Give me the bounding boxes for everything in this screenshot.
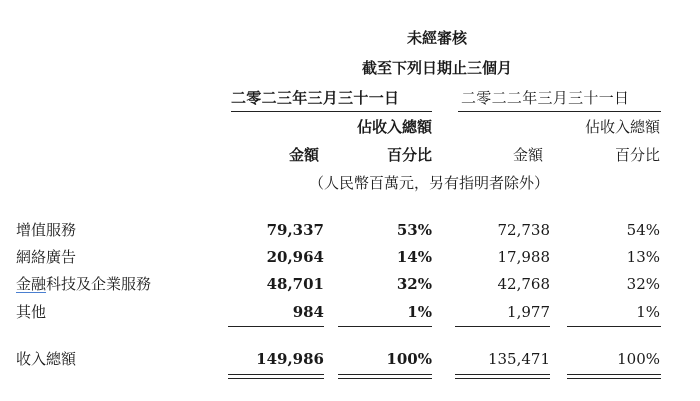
total-amount-2022: 135,471 [487,350,550,368]
amount-2023-cell: 48,701 [266,275,324,293]
pct-2022-cell: 1% [636,303,660,321]
pct-2023-cell: 14% [396,248,432,266]
pct-2022-cell: 13% [626,248,660,266]
amount-2023-cell: 984 [292,303,324,321]
subtotal-line-pct-2022 [567,326,661,327]
amount-2022-cell: 42,768 [497,275,550,293]
amount-2023-heading: 金額 [289,146,320,164]
percent-2023-heading: 百分比 [386,146,432,164]
percent-2022-heading: 百分比 [614,146,660,164]
pct-2022-cell: 32% [626,275,660,293]
row-label-rest: 科技及企業服務 [46,275,152,293]
total-double-line-pct-2022-a [567,374,661,375]
pct-of-revenue-2022-heading: 佔收入總額 [584,118,660,136]
row-label: 其他 [16,303,47,321]
total-double-line-pct-2023-a [338,374,432,375]
unit-note: （人民幣百萬元，另有指明者除外） [309,174,550,192]
amount-2022-cell: 17,988 [497,248,550,266]
date-2023-heading: 二零二三年三月三十一日 [231,89,400,107]
total-double-line-amount-2023-b [228,378,324,379]
total-double-line-pct-2023-b [338,378,432,379]
subtotal-line-amount-2022 [455,326,550,327]
total-amount-2023: 149,986 [256,350,324,368]
pct-of-revenue-2023-heading: 佔收入總額 [356,118,432,136]
row-label: 網絡廣告 [16,248,77,266]
row-label-link[interactable]: 金融 [16,275,47,293]
amount-2022-heading: 金額 [513,146,544,164]
subtotal-line-pct-2023 [338,326,432,327]
total-double-line-amount-2022-a [455,374,550,375]
period-heading: 截至下列日期止三個月 [361,59,513,77]
amount-2023-cell: 20,964 [266,248,324,266]
pct-2023-cell: 32% [396,275,432,293]
pct-2022-cell: 54% [626,221,660,239]
date-2022-underline [458,111,661,112]
total-double-line-pct-2022-b [567,378,661,379]
date-2022-heading: 二零二二年三月三十一日 [461,89,630,107]
total-double-line-amount-2023-a [228,374,324,375]
row-label [16,275,151,293]
pct-2023-cell: 1% [407,303,432,321]
amount-2022-cell: 72,738 [497,221,550,239]
unaudited-heading: 未經審核 [406,29,468,47]
amount-2023-cell: 79,337 [266,221,324,239]
row-label: 增值服務 [16,221,77,239]
total-pct-2022: 100% [617,350,660,368]
total-double-line-amount-2022-b [455,378,550,379]
pct-2023-cell: 53% [396,221,432,239]
subtotal-line-amount-2023 [228,326,324,327]
total-label: 收入總額 [16,350,77,368]
amount-2022-cell: 1,977 [507,303,550,321]
total-pct-2023: 100% [386,350,432,368]
date-2023-underline [231,111,432,112]
